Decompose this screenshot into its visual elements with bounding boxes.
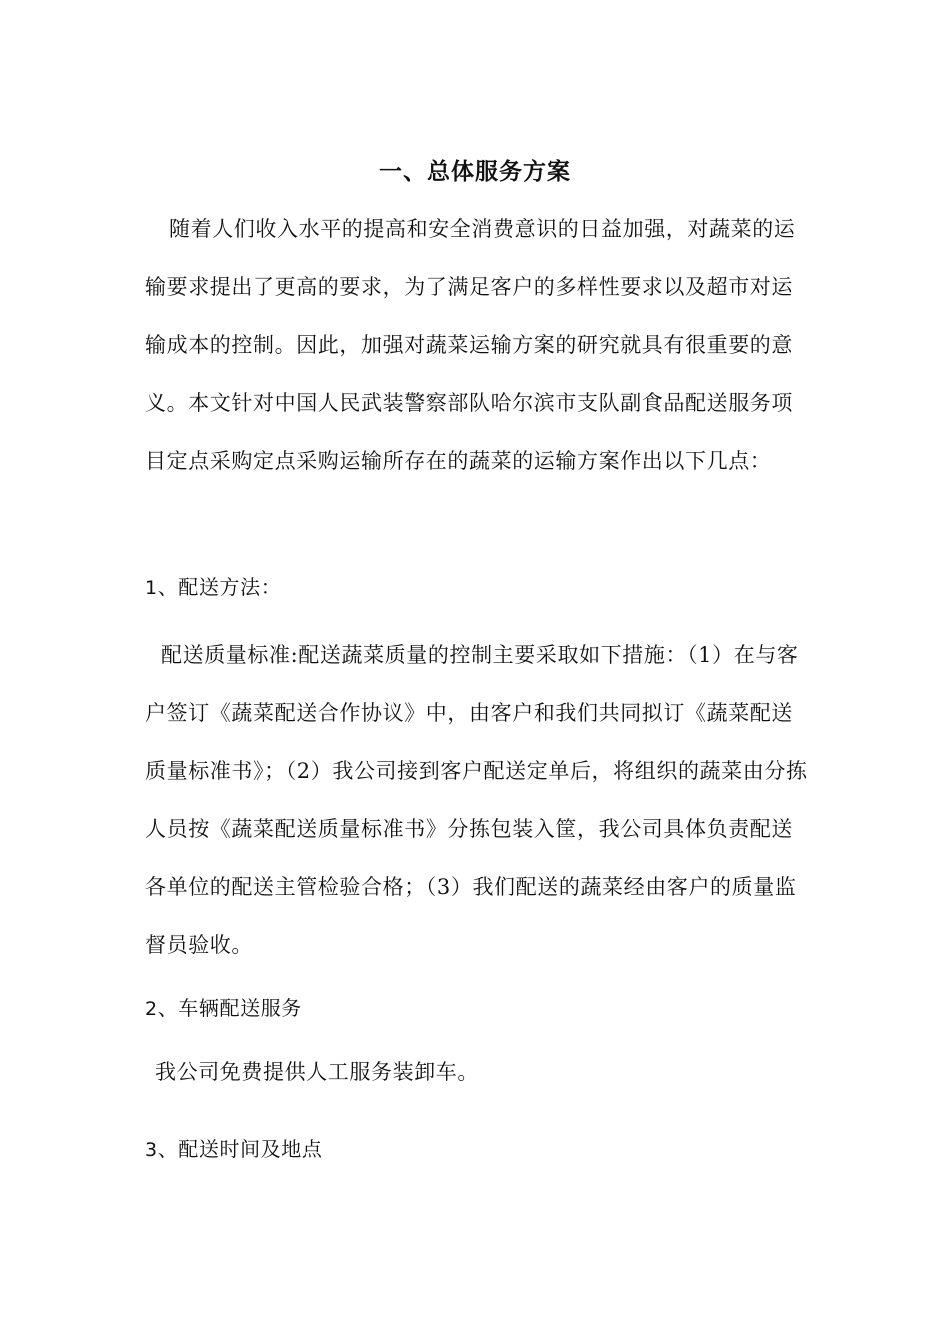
section-1-number: 1	[145, 577, 158, 599]
section-3-heading	[145, 1129, 813, 1170]
section-2-heading	[145, 988, 813, 1029]
section-1-body: 配送质量标准:配送蔬菜质量的控制主要采取如下措施：（1）在与客户签订《蔬菜配送合作协议》中，由客户和我们共同拟订《蔬菜配送质量标准书》；（2）我公司接到客户配送定单后，将组织的蔬菜由分拣人员按《蔬菜配送质量标准书》分拣包装入筐，我公司具体负责配送各单位的配送主管检验合格；（3）我们配送的蔬菜经由客户的质量监督员验收。	[145, 643, 808, 957]
section-1-heading	[145, 567, 813, 608]
section-1-title: 、配送方法：	[157, 575, 282, 599]
section-2-body: 我公司免费提供人工服务装卸车。	[155, 1060, 479, 1084]
section-2-number: 2	[145, 998, 158, 1020]
section-3-title: 、配送时间及地点	[157, 1137, 323, 1161]
section-2-title: 、车辆配送服务	[157, 996, 302, 1020]
intro-paragraph: 随着人们收入水平的提高和安全消费意识的日益加强，对蔬菜的运输要求提出了更高的要求，为了满足客户的多样性要求以及超市对运输成本的控制。因此，加强对蔬菜运输方案的研究就具有很重要的意义。本文针对中国人民武装警察部队哈尔滨市支队副食品配送服务项目定点采购定点采购运输所存在的蔬菜的运输方案作出以下几点：	[145, 217, 796, 473]
section-3-number: 3	[145, 1139, 158, 1161]
document-title: 一、总体服务方案	[379, 158, 571, 185]
